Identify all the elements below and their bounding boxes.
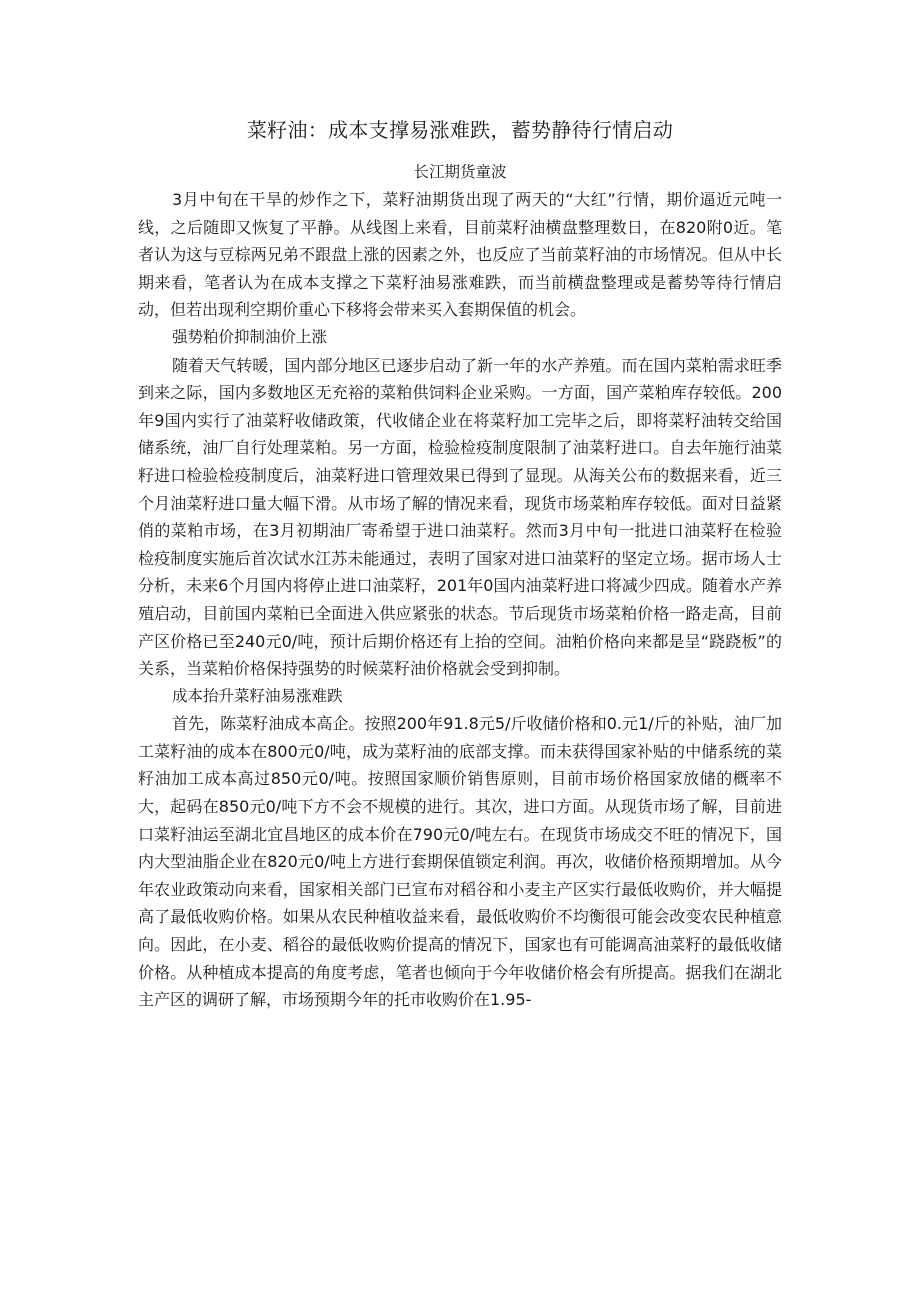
paragraph-intro: 3月中旬在干旱的炒作之下，菜籽油期货出现了两天的“大红”行情，期价逼近元吨一线，之后随即又恢复了平静。从线图上来看，目前菜籽油横盘整理数日，在820附0近。笔者认为这与豆棕两兄弟不跟盘上涨的因素之外，也反应了当前菜籽油的市场情况。但从中长期来看，笔者认为在成本支撑之下菜籽油易涨难跌，而当前横盘整理或是蓄势等待行情启动，但若出现利空期价重心下移将会带来买入套期保值的机会。	[138, 190, 782, 320]
document-body	[138, 186, 782, 1014]
document-title: 菜籽油：成本支撑易涨难跌，蓄势静待行情启动	[246, 118, 674, 142]
paragraph-meal-price: 随着天气转暖，国内部分地区已逐步启动了新一年的水产养殖。而在国内菜粕需求旺季到来之际，国内多数地区无充裕的菜粕供饲料企业采购。一方面，国产菜粕库存较低。200年9国内实行了油菜籽收储政策，代收储企业在将菜籽加工完毕之后，即将菜籽油转交给国储系统，油厂自行处理菜粕。另一方面，检验检疫制度限制了油菜籽进口。自去年施行油菜籽进口检验检疫制度后，油菜籽进口管理效果已得到了显现。从海关公布的数据来看，近三个月油菜籽进口量大幅下滑。从市场了解的情况来看，现货市场菜粕库存较低。面对日益紧俏的菜粕市场，在3月初期油厂寄希望于进口油菜籽。然而3月中旬一批进口油菜籽在检验检疫制度实施后首次试水江苏未能通过，表明了国家对进口油菜籽的坚定立场。据市场人士分析，未来6个月国内将停止进口油菜籽，201年0国内油菜籽进口将减少四成。随着水产养殖启动，目前国内菜粕已全面进入供应紧张的状态。节后现货市场菜粕价格一路走高，目前产区价格已至240元0/吨，预计后期价格还有上抬的空间。油粕价格向来都是呈“跷跷板”的关系，当菜粕价格保持强势的时候菜籽油价格就会受到抑制。	[138, 355, 782, 679]
author-line: 长江期货童波	[413, 163, 507, 181]
section-heading-meal-price: 强势粕价抑制油价上涨	[172, 327, 328, 346]
section-heading-cost: 成本抬升菜籽油易涨难跌	[172, 686, 343, 705]
paragraph-cost: 首先，陈菜籽油成本高企。按照200年91.8元5/斤收储价格和0.元1/斤的补贴，油厂加工菜籽油的成本在800元0/吨，成为菜籽油的底部支撑。而未获得国家补贴的中储系统的菜籽油加工成本高过850元0/吨。按照国家顺价销售原则，目前市场价格国家放储的概率不大，起码在850元0/吨下方不会不规模的进行。其次，进口方面。从现货市场了解，目前进口菜籽油运至湖北宜昌地区的成本价在790元0/吨左右。在现货市场成交不旺的情况下，国内大型油脂企业在820元0/吨上方进行套期保值锁定利润。再次，收储价格预期增加。从今年农业政策动向来看，国家相关部门已宣布对稻谷和小麦主产区实行最低收购价，并大幅提高了最低收购价格。如果从农民种植收益来看，最低收购价不均衡很可能会改变农民种植意向。因此，在小麦、稻谷的最低收购价提高的情况下，国家也有可能调高油菜籽的最低收储价格。从种植成本提高的角度考虑，笔者也倾向于今年收储价格会有所提高。据我们在湖北主产区的调研了解，市场预期今年的托市收购价在1.95-	[138, 714, 782, 1010]
